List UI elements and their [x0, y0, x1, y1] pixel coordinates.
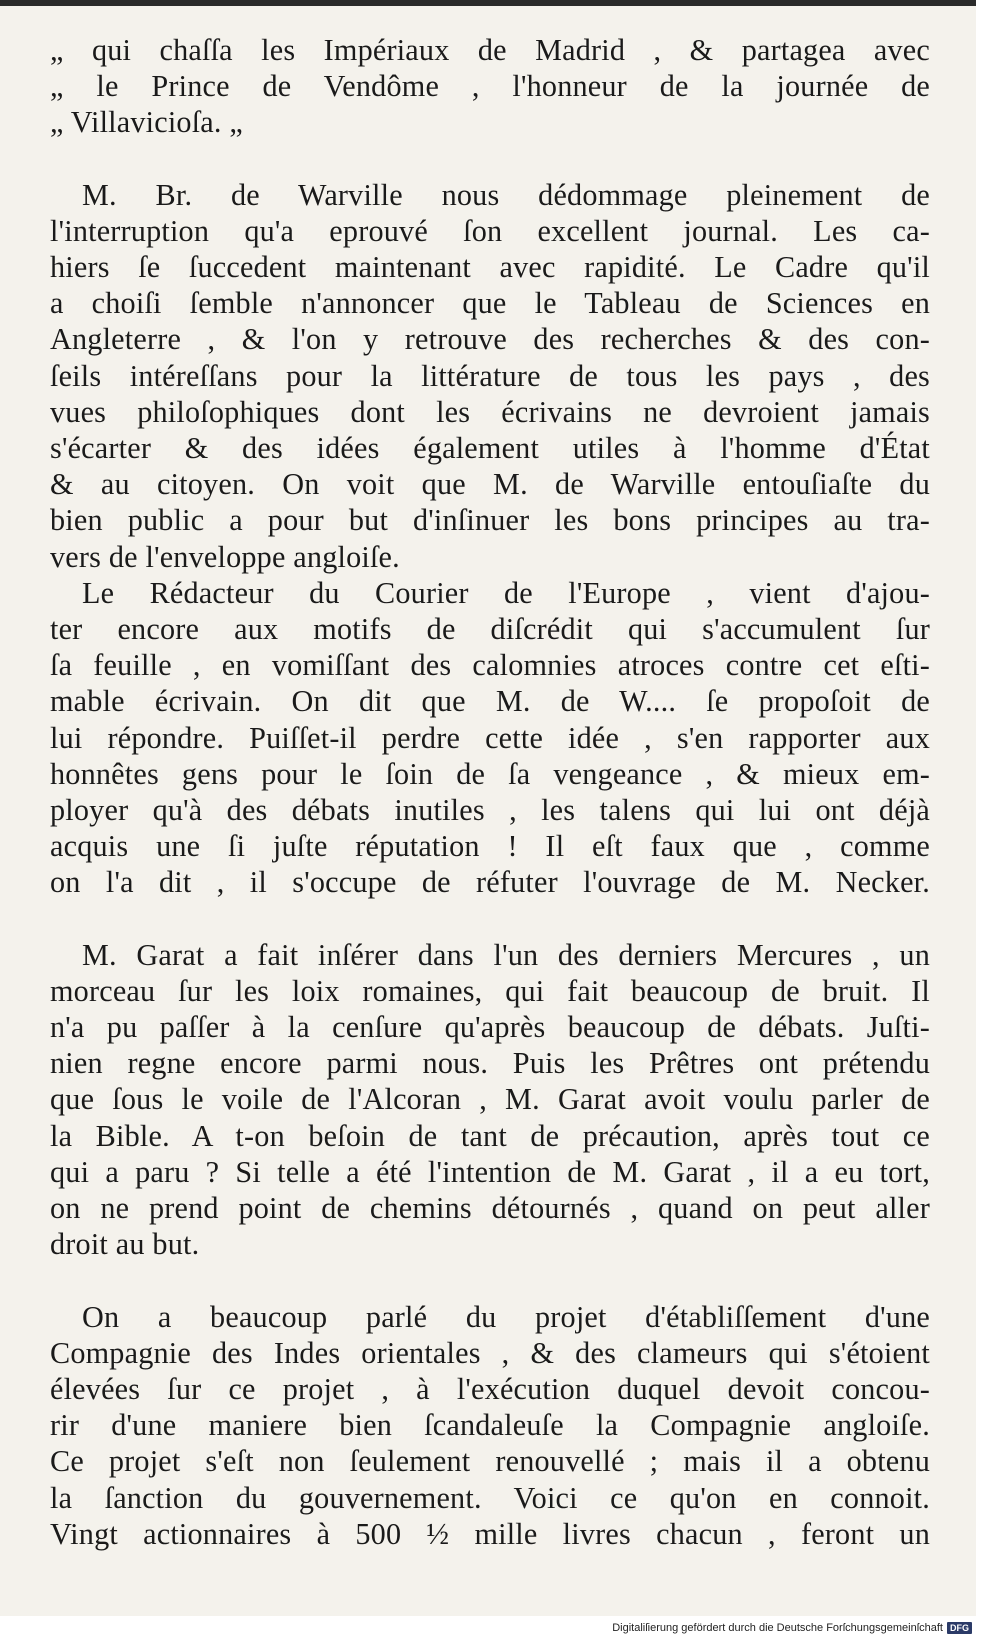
text-line: On a beaucoup parlé du projet d'établiſſement d'une [82, 1299, 930, 1334]
page-text [50, 32, 930, 1552]
credit-text: Digitaliſierung gefördert durch die Deutsche Forſchungsgemeinſchaft [612, 1622, 943, 1634]
paragraph-compagnie [50, 1299, 930, 1552]
digitization-credit [612, 1622, 972, 1634]
text-line: acquis une ſi juſte réputation ! Il eſt faux que , comme [50, 829, 930, 864]
text-line: élevées ſur ce projet , à l'exécution duquel devoit concou- [50, 1371, 930, 1406]
text-line: & au citoyen. On voit que M. de Warville entouſiaſte du [50, 467, 930, 502]
text-line: bien public a pour but d'inſinuer les bons principes au tra- [50, 503, 930, 538]
paragraph-garat [50, 937, 930, 1263]
text-line: Vingt actionnaires à 500 ½ mille livres chacun , feront un [50, 1516, 930, 1551]
text-line: vers de l'enveloppe angloiſe. [50, 539, 400, 574]
text-line: ſeils intéreſſans pour la littérature de tous les pays , des [50, 358, 930, 393]
text-line: la Bible. A t-on beſoin de tant de précaution, après tout ce [50, 1118, 930, 1153]
text-line: on ne prend point de chemins détournés , quand on peut aller [50, 1191, 930, 1226]
text-line: Ce projet s'eſt non ſeulement renouvellé ; mais il a obtenu [50, 1444, 930, 1479]
text-line: Angleterre , & l'on y retrouve des recherches & des con- [50, 322, 930, 357]
paragraph-courier [50, 575, 930, 901]
paragraph-quote-continuation [50, 32, 930, 141]
dfg-logo: DFG [947, 1622, 972, 1634]
text-line: a choiſi ſemble n'annoncer que le Tableau de Sciences en [50, 286, 930, 321]
text-line: „ qui chaſſa les Impériaux de Madrid , & partagea avec [50, 33, 930, 67]
text-line: honnêtes gens pour le ſoin de ſa vengeance , & mieux em- [50, 756, 930, 791]
text-line: ter encore aux motifs de diſcrédit qui s'accumulent ſur [50, 612, 930, 647]
paragraph-warville [50, 177, 930, 575]
text-line: l'interruption qu'a eprouvé ſon excellent journal. Les ca- [50, 213, 930, 248]
text-line: que ſous le voile de l'Alcoran , M. Garat avoit voulu parler de [50, 1082, 930, 1117]
text-line: morceau ſur les loix romaines, qui fait beaucoup de bruit. Il [50, 973, 930, 1008]
text-line: droit au but. [50, 1227, 200, 1262]
text-line: vues philoſophiques dont les écrivains ne devroient jamais [50, 394, 930, 429]
text-line: qui a paru ? Si telle a été l'intention de M. Garat , il a eu tort, [50, 1154, 930, 1189]
text-line: „ le Prince de Vendôme , l'honneur de la journée de [50, 69, 930, 104]
text-line: ployer qu'à des débats inutiles , les talens qui lui ont déjà [50, 793, 930, 828]
text-line: „ Villavicioſa. „ [50, 105, 243, 140]
text-line: M. Br. de Warville nous dédommage pleinement de [82, 177, 930, 212]
text-line: hiers ſe ſuccedent maintenant avec rapidité. Le Cadre qu'il [50, 250, 930, 285]
text-line: lui répondre. Puiſſet-il perdre cette idée , s'en rapporter aux [50, 720, 930, 755]
text-line: la ſanction du gouvernement. Voici ce qu'on en connoit. [50, 1480, 930, 1515]
text-line: Compagnie des Indes orientales , & des clameurs qui s'étoient [50, 1335, 930, 1370]
text-line: Le Rédacteur du Courier de l'Europe , vient d'ajou- [82, 575, 930, 610]
text-line: ſa feuille , en vomiſſant des calomnies atroces contre cet eſti- [50, 648, 930, 683]
text-line: M. Garat a fait inſérer dans l'un des derniers Mercures , un [82, 937, 930, 972]
text-line: rir d'une maniere bien ſcandaleuſe la Compagnie angloiſe. [50, 1408, 930, 1443]
text-line: n'a pu paſſer à la cenſure qu'après beaucoup de débats. Juſti- [50, 1010, 930, 1045]
text-line: on l'a dit , il s'occupe de réfuter l'ouvrage de M. Necker. [50, 865, 930, 900]
text-line: nien regne encore parmi nous. Puis les Prêtres ont prétendu [50, 1046, 930, 1081]
text-line: mable écrivain. On dit que M. de W.... ſe propoſoit de [50, 684, 930, 719]
text-line: s'écarter & des idées également utiles à l'homme d'État [50, 431, 930, 466]
